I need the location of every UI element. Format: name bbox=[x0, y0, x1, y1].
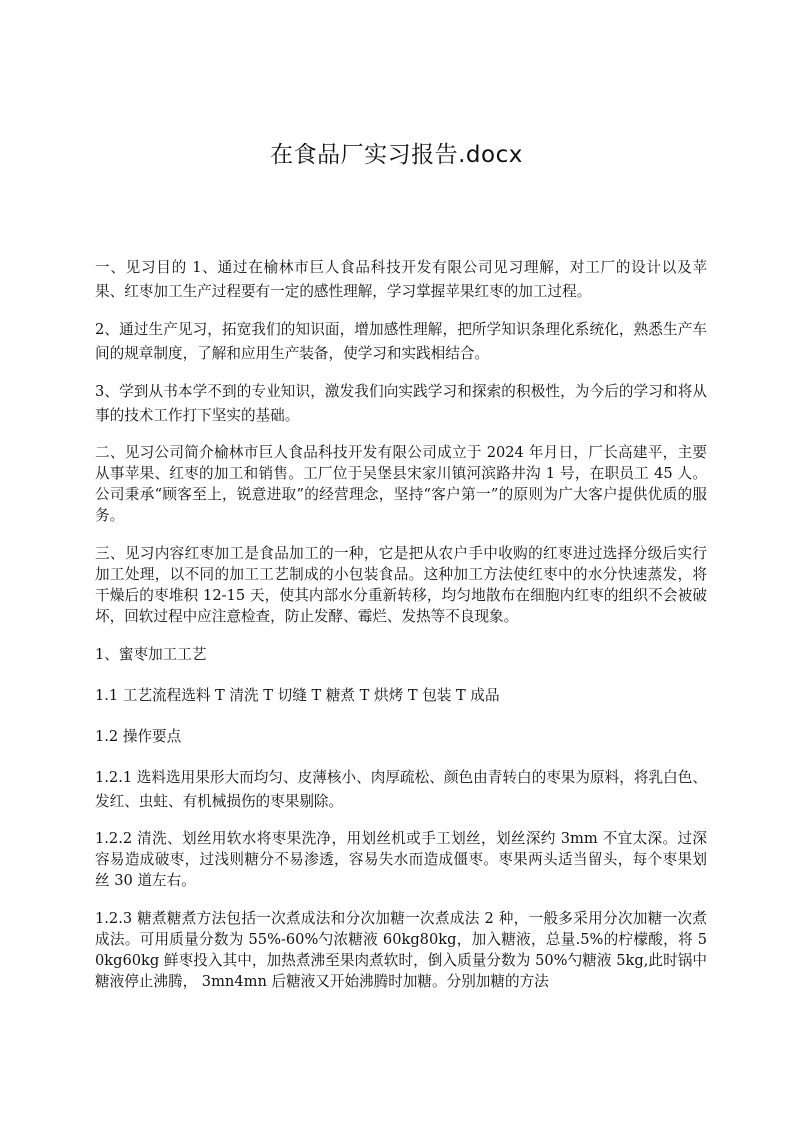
paragraph-operation-points: 1.2 操作要点 bbox=[95, 728, 182, 745]
paragraph-company-intro: 二、见习公司简介榆林市巨人食品科技开发有限公司成立于 2024 年月日，厂长高建平，主要从事苹果、红枣的加工和销售。工厂位于吴堡县宋家川镇河滨路井沟 1 号，在职员工 45 人。公司秉承“顾客至上，锐意进取”的经营理念，坚持“客户第一”的原则为广大客户提供优质的服务。 bbox=[95, 444, 707, 524]
paragraph-washing-scoring: 1.2.2 清洗、划丝用软水将枣果洗净，用划丝机或手工划丝，划丝深约 3mm 不宜太深。过深容易造成破枣，过浅则糖分不易渗透，容易失水而造成僵枣。枣果两头适当留头，每个枣果划丝 30 道左右。 bbox=[95, 830, 707, 889]
paragraph-content: 三、见习内容红枣加工是食品加工的一种，它是把从农户手中收购的红枣进过选择分级后实行加工处理，以不同的加工工艺制成的小包装食品。这种加工方法使红枣中的水分快速蒸发，将干燥后的枣堆积 12-15 天，使其内部水分重新转移，均匀地散布在细胞内红枣的组织不会被破坏，回软过程中应注意检查，防止发酵、霉烂、发热等不良现象。 bbox=[95, 545, 707, 625]
document-body bbox=[95, 256, 707, 1006]
paragraph-purpose-3: 3、学到从书本学不到的专业知识，激发我们向实践学习和探索的积极性，为今后的学习和将从事的技术工作打下坚实的基础。 bbox=[95, 383, 707, 424]
paragraph-purpose-1: 一、见习目的 1、通过在榆林市巨人食品科技开发有限公司见习理解，对工厂的设计以及苹果、红枣加工生产过程要有一定的感性理解，学习掌握苹果红枣的加工过程。 bbox=[95, 259, 707, 300]
paragraph-process-flow: 1.1 工艺流程选料 T 清洗 T 切缝 T 糖煮 T 烘烤 T 包装 T 成品 bbox=[95, 687, 500, 704]
paragraph-sugar-boiling: 1.2.3 糖煮糖煮方法包括一次煮成法和分次加糖一次煮成法 2 种，一般多采用分次加糖一次煮成法。可用质量分数为 55%-60%勺浓糖液 60kg80kg，加入糖液，总量.5%的柠檬酸，将 50kg60kg 鲜枣投入其中，加热煮沸至果肉煮软时，倒入质量分数为 50%勺糖液 5kg,此时锅中糖液停止沸腾， 3mn4mn 后糖液又开始沸腾时加糖。分别加糖的方法 bbox=[95, 910, 707, 990]
document-title: 在食品厂实习报告.docx bbox=[270, 142, 523, 168]
paragraph-purpose-2: 2、通过生产见习，拓宽我们的知识面，增加感性理解，把所学知识条理化系统化，熟悉生产车间的规章制度，了解和应用生产装备，使学习和实践相结合。 bbox=[95, 321, 707, 362]
paragraph-material-selection: 1.2.1 选料选用果形大而均匀、皮薄核小、肉厚疏松、颜色由青转白的枣果为原料，将乳白色、发红、虫蛀、有机械损伤的枣果剔除。 bbox=[95, 769, 707, 810]
paragraph-heading-candied-dates: 1、蜜枣加工工艺 bbox=[95, 646, 207, 663]
